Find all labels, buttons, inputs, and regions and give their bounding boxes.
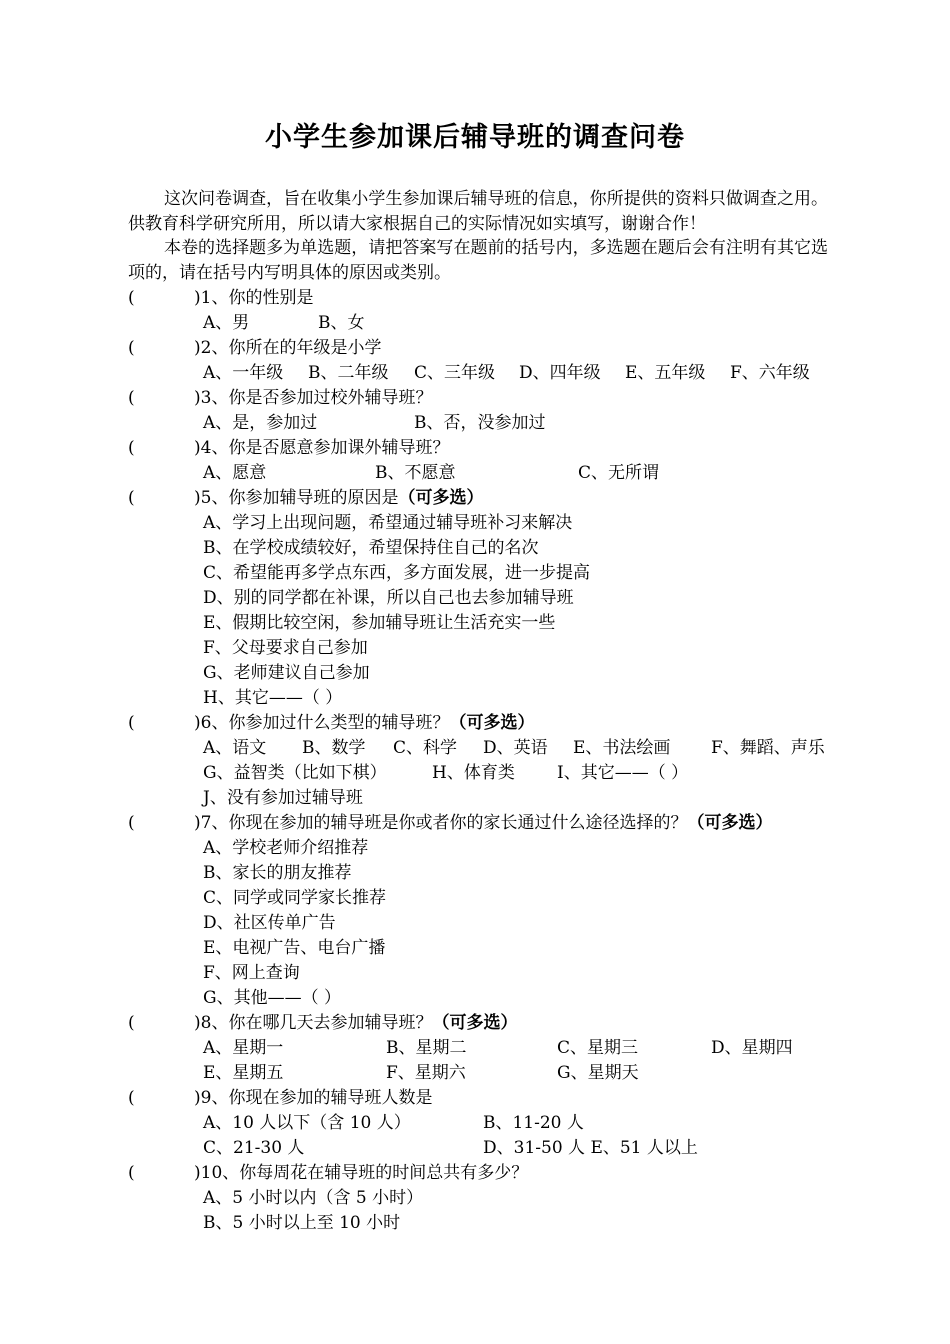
option: G、益智类（比如下棋） — [203, 763, 387, 783]
option: D、31-50 人 E、51 人以上 — [483, 1138, 698, 1158]
option: G、其他——（ ） — [203, 988, 341, 1008]
option: B、否，没参加过 — [414, 413, 546, 433]
question-6 — [128, 711, 534, 736]
option: B、星期二 — [386, 1038, 467, 1058]
option: A、5 小时以内（含 5 小时） — [203, 1188, 424, 1208]
multi-select-note: （可多选） — [398, 488, 484, 508]
question-text: 2、你所在的年级是小学 — [200, 338, 382, 358]
answer-blank-open: ( — [128, 388, 135, 408]
option: A、星期一 — [203, 1038, 284, 1058]
question-text: 8、你在哪几天去参加辅导班？ — [200, 1013, 433, 1033]
answer-blank-close: ) — [194, 813, 201, 833]
answer-blank-close: ) — [194, 1013, 201, 1033]
answer-blank-open: ( — [128, 713, 135, 733]
intro-paragraph-1: 这次问卷调查，旨在收集小学生参加课后辅导班的信息，你所提供的资料只做调查之用。供教育科学研究所用，所以请大家根据自己的实际情况如实填写，谢谢合作！ — [128, 189, 828, 234]
option: G、星期天 — [557, 1063, 639, 1083]
question-text: 3、你是否参加过校外辅导班？ — [200, 388, 433, 408]
answer-blank-close: ) — [194, 1163, 201, 1183]
answer-blank-open: ( — [128, 1013, 135, 1033]
option: E、五年级 — [625, 363, 706, 383]
option: B、数学 — [302, 738, 366, 758]
multi-select-note: （可多选） — [687, 813, 773, 833]
question-1 — [128, 286, 313, 311]
answer-blank-close: ) — [194, 488, 201, 508]
question-text: 6、你参加过什么类型的辅导班？ — [200, 713, 450, 733]
question-text: 10、你每周花在辅导班的时间总共有多少？ — [200, 1163, 529, 1183]
question-8 — [128, 1011, 517, 1036]
option: G、老师建议自己参加 — [203, 663, 370, 683]
answer-blank-open: ( — [128, 1163, 135, 1183]
option: A、学校老师介绍推荐 — [203, 838, 369, 858]
question-3 — [128, 386, 432, 411]
option: B、在学校成绩较好，希望保持住自己的名次 — [203, 538, 539, 558]
option: C、希望能再多学点东西，多方面发展，进一步提高 — [203, 563, 591, 583]
answer-blank-open: ( — [128, 813, 135, 833]
intro-paragraph-2: 本卷的选择题多为单选题，请把答案写在题前的括号内，多选题在题后会有注明有其它选项的，请在括号内写明具体的原因或类别。 — [128, 238, 828, 283]
option: A、愿意 — [203, 463, 267, 483]
answer-blank-close: ) — [194, 388, 201, 408]
option: C、无所谓 — [578, 463, 660, 483]
page-title: 小学生参加课后辅导班的调查问卷 — [265, 122, 685, 153]
answer-blank-close: ) — [194, 288, 201, 308]
answer-blank-open: ( — [128, 1088, 135, 1108]
option: E、假期比较空闲，参加辅导班让生活充实一些 — [203, 613, 556, 633]
option: D、英语 — [483, 738, 548, 758]
option: E、书法绘画 — [573, 738, 671, 758]
answer-blank-close: ) — [194, 338, 201, 358]
answer-blank-close: ) — [194, 713, 201, 733]
option: B、家长的朋友推荐 — [203, 863, 352, 883]
question-text: 9、你现在参加的辅导班人数是 — [200, 1088, 433, 1108]
option: C、科学 — [393, 738, 458, 758]
option: C、星期三 — [557, 1038, 639, 1058]
option: B、5 小时以上至 10 小时 — [203, 1213, 401, 1233]
option: E、星期五 — [203, 1063, 284, 1083]
option: F、父母要求自己参加 — [203, 638, 368, 658]
option: H、其它——（ ） — [203, 688, 343, 708]
option: D、星期四 — [711, 1038, 793, 1058]
option: B、11-20 人 — [483, 1113, 584, 1133]
answer-blank-open: ( — [128, 338, 135, 358]
option: A、语文 — [203, 738, 267, 758]
question-text: 1、你的性别是 — [200, 288, 314, 308]
option: A、是，参加过 — [203, 413, 318, 433]
option: B、女 — [318, 313, 365, 333]
option: A、男 — [203, 313, 250, 333]
question-text: 7、你现在参加的辅导班是你或者你的家长通过什么途径选择的？ — [200, 813, 688, 833]
multi-select-note: （可多选） — [432, 1013, 518, 1033]
option: E、电视广告、电台广播 — [203, 938, 386, 958]
option: F、网上查询 — [203, 963, 300, 983]
answer-blank-close: ) — [194, 1088, 201, 1108]
answer-blank-open: ( — [128, 438, 135, 458]
option: C、三年级 — [414, 363, 496, 383]
option: B、不愿意 — [375, 463, 456, 483]
question-10 — [128, 1161, 528, 1186]
option: D、社区传单广告 — [203, 913, 336, 933]
answer-blank-open: ( — [128, 488, 135, 508]
question-text: 4、你是否愿意参加课外辅导班？ — [200, 438, 450, 458]
option: I、其它——（ ） — [557, 763, 689, 783]
answer-blank-open: ( — [128, 288, 135, 308]
multi-select-note: （可多选） — [449, 713, 535, 733]
answer-blank-close: ) — [194, 438, 201, 458]
option: F、六年级 — [730, 363, 810, 383]
question-7 — [128, 811, 772, 836]
question-4 — [128, 436, 449, 461]
option: C、21-30 人 — [203, 1138, 305, 1158]
question-2 — [128, 336, 381, 361]
option: D、四年级 — [519, 363, 601, 383]
option: A、10 人以下（含 10 人） — [203, 1113, 411, 1133]
question-text: 5、你参加辅导班的原因是 — [200, 488, 399, 508]
option: F、星期六 — [386, 1063, 466, 1083]
option: A、学习上出现问题，希望通过辅导班补习来解决 — [203, 513, 573, 533]
question-9 — [128, 1086, 432, 1111]
option: B、二年级 — [308, 363, 389, 383]
question-5 — [128, 486, 483, 511]
option: J、没有参加过辅导班 — [203, 788, 363, 808]
option: A、一年级 — [203, 363, 284, 383]
option: D、别的同学都在补课，所以自己也去参加辅导班 — [203, 588, 574, 608]
option: F、舞蹈、声乐 — [711, 738, 825, 758]
option: C、同学或同学家长推荐 — [203, 888, 387, 908]
option: H、体育类 — [432, 763, 515, 783]
